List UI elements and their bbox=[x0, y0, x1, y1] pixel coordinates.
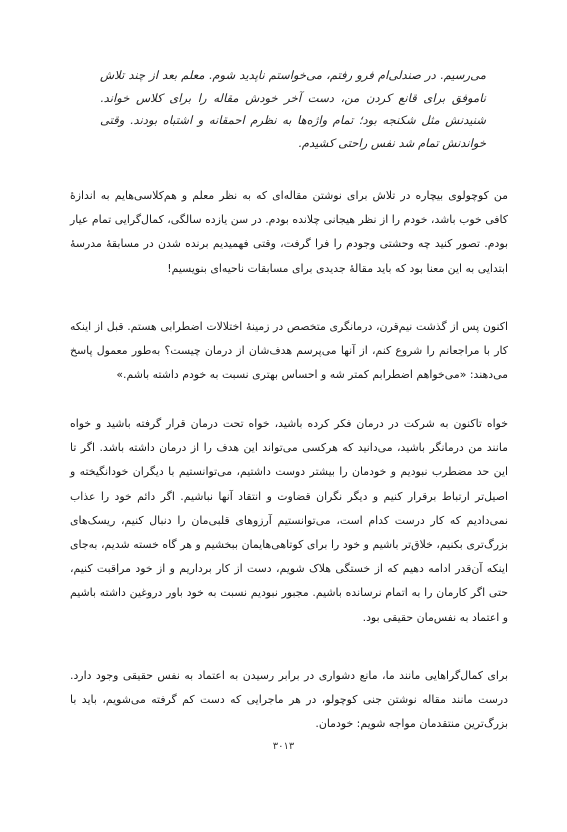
page-number: ۳۰۱۳ bbox=[272, 741, 295, 752]
paragraph-therapist-now: اکنون پس از گذشت نیم‌قرن، درمانگری متخصص در زمینهٔ اختلالات اضطرابی هستم. قبل از اینکه کار با مراجعانم را شروع کنم، از آنها می‌پرسم هدف‌شان از درمان چیست؟ به‌طور معمول پاسخ می‌دهند: «می‌خواهم اضطرابم کمتر شه و احساس بهتری نسبت به خودم داشته باشم.» bbox=[70, 320, 508, 382]
italic-quote-passage: می‌رسیم. در صندلی‌ام فرو رفتم، می‌خواستم ناپدید شوم. معلم بعد از چند تلاش ناموفق برای قانع کردن من، دست آخر خودش مقاله را برای کلاس خواند. شنیدنش مثل شکنجه بود؛ تمام واژه‌ها به نظرم احمقانه و اشتباه بودند. وقتی خواندنش تمام شد نفس راحتی کشیدم. bbox=[100, 68, 486, 150]
paragraph-childhood-perfectionism: من کوچولوی بیچاره در تلاش برای نوشتن مقاله‌ای که به نظر معلم و هم‌کلاسی‌هایم به اندازهٔ کافی خوب باشد، خودم را از نظر هیجانی چلانده بودم. در سن یازده سالگی، کمال‌گرایی تمام عیار بودم. تصور کنید چه وحشتی وجودم را فرا گرفت، وقتی فهمیدیم برنده شدن در مسابقهٔ مدرسهٔ ابتدایی به این معنا بود که باید مقالهٔ جدیدی برای مسابقات ناحیه‌ای بنویسیم! bbox=[70, 189, 508, 275]
paragraph-inner-critic: برای کمال‌گراهایی مانند ما، مانع دشواری در برابر رسیدن به اعتماد به نفس حقیقی وجود دارد. درست مانند مقاله نوشتن جنی کوچولو، در هر ماجرایی که دست کم گرفته می‌شویم، باید با بزرگ‌ترین منتقدمان مواجه شویم: خودمان. bbox=[70, 669, 508, 731]
paragraph-therapy-goals: خواه تاکنون به شرکت در درمان فکر کرده باشید، خواه تحت درمان قرار گرفته باشید و خواه مانند من درمانگر باشید، می‌دانید که هرکسی می‌تواند این هدف را از درمان داشته باشد. اگر تا این حد مضطرب نبودیم و خودمان را بیشتر دوست داشتیم، می‌توانستیم با دیگران خودانگیخته و اصیل‌تر ارتباط برقرار کنیم و دیگر نگران قضاوت و انتقاد آنها نباشیم. اگر دائم خود را عذاب نمی‌دادیم که کار درست کدام است، می‌توانستیم آرزوهای قلبی‌مان را دنبال کنیم، ریسک‌های بزرگ‌تری بکنیم، خلاق‌تر باشیم و خود را برای کوتاهی‌هایمان ببخشیم و هر گاه خسته شدیم، به‌جای اینکه آن‌قدر ادامه دهیم که از خستگی هلاک شویم، دست از کار برداریم و از خود مراقبت کنیم، حتی اگر کارمان را به اتمام نرسانده باشیم. مجبور نبودیم نسبت به خود باور دروغین داشته باشیم و اعتماد به نفس‌مان حقیقی بود. bbox=[70, 417, 508, 624]
